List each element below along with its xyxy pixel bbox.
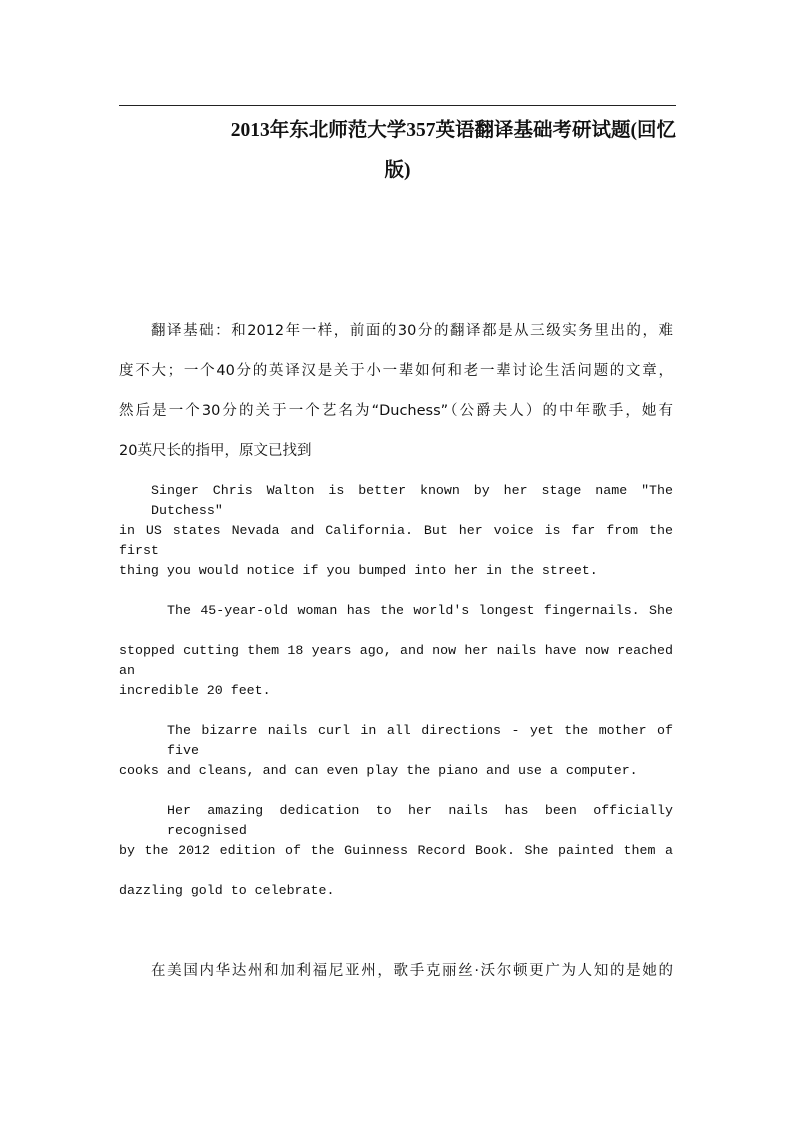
paragraph-line: in US states Nevada and California. But her voice is far from the first bbox=[119, 523, 673, 558]
paragraph-line: The 45-year-old woman has the world's longest fingernails. She bbox=[167, 603, 673, 618]
paragraph-line: incredible 20 feet. bbox=[119, 683, 271, 698]
document-title-line-1: 2013年东北师范大学357英语翻译基础考研试题(回忆 bbox=[230, 120, 676, 141]
paragraph-line: 翻译基础：和2012年一样，前面的30分的翻译都是从三级实务里出的，难 bbox=[151, 323, 673, 339]
paragraph-line: The bizarre nails curl in all directions - yet the mother of five bbox=[167, 723, 673, 758]
header-rule bbox=[119, 105, 676, 106]
document-title-line-2: 版) bbox=[384, 160, 411, 181]
paragraph-line: thing you would notice if you bumped into her in the street. bbox=[119, 563, 598, 578]
paragraph-line: stopped cutting them 18 years ago, and now her nails have now reached an bbox=[119, 643, 673, 678]
paragraph-line: Singer Chris Walton is better known by her stage name "The Dutchess" bbox=[151, 483, 673, 518]
paragraph-line: cooks and cleans, and can even play the piano and use a computer. bbox=[119, 763, 638, 778]
paragraph-line: 度不大；一个40分的英译汉是关于小一辈如何和老一辈讨论生活问题的文章， bbox=[119, 363, 673, 379]
paragraph-line: Her amazing dedication to her nails has been officially recognised bbox=[167, 803, 673, 838]
paragraph-line: by the 2012 edition of the Guinness Record Book. She painted them a bbox=[119, 843, 673, 858]
paragraph-line: 20英尺长的指甲，原文已找到 bbox=[119, 443, 312, 459]
paragraph-line: 在美国内华达州和加利福尼亚州，歌手克丽丝·沃尔顿更广为人知的是她的 bbox=[151, 963, 673, 979]
paragraph-line: 然后是一个30分的关于一个艺名为“Duchess”（公爵夫人）的中年歌手，她有 bbox=[119, 403, 673, 419]
paragraph-line: dazzling gold to celebrate. bbox=[119, 883, 335, 898]
